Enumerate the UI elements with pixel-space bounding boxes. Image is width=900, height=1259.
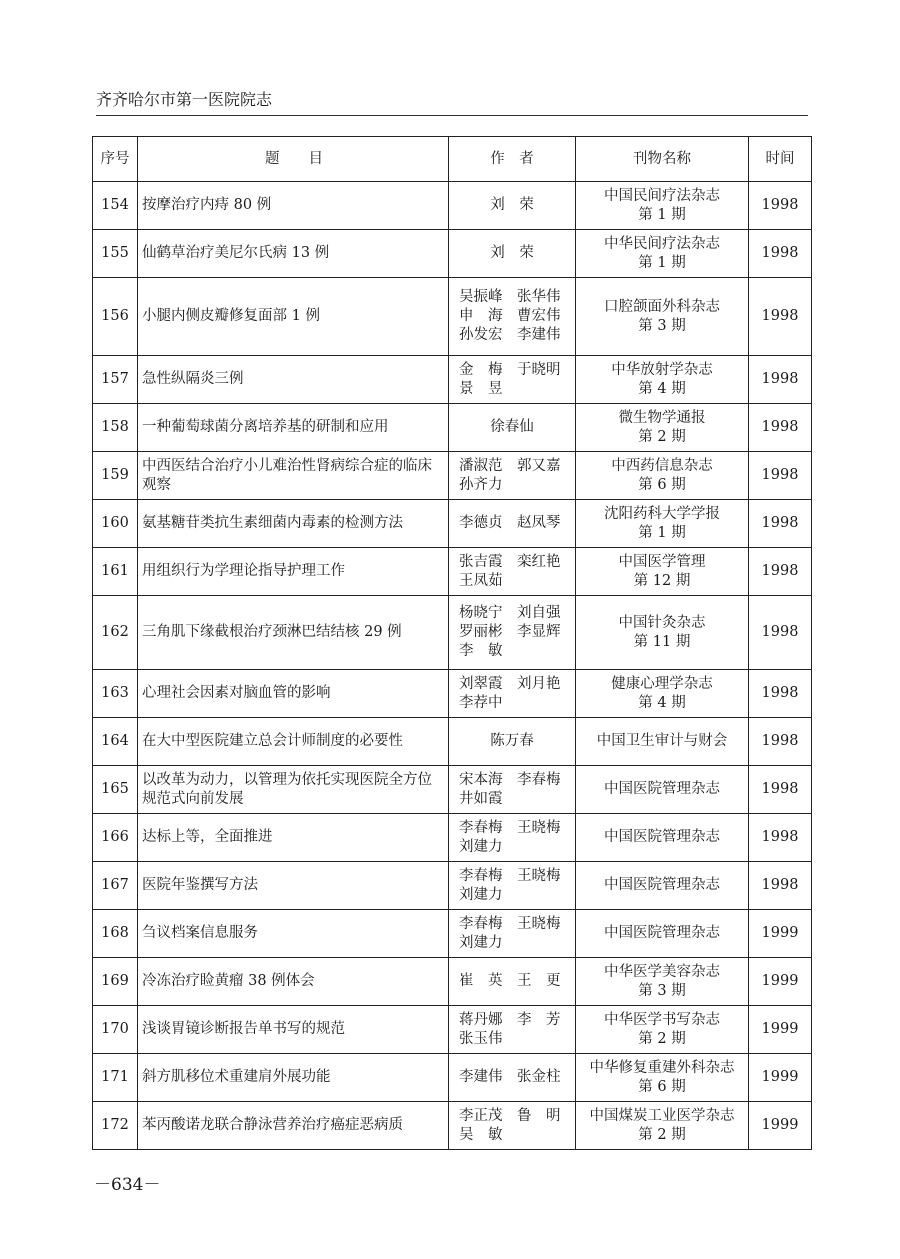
journal-title: 中国卫生审计与财会	[596, 733, 728, 749]
journal-title: 中国民间疗法杂志	[604, 187, 720, 204]
article-authors	[449, 230, 576, 278]
column-header-journal: 刊物名称	[576, 137, 749, 182]
journal-title: 中华修复重建外科杂志	[589, 1059, 735, 1076]
row-number: 155	[93, 230, 138, 278]
article-title: 三角肌下缘截根治疗颈淋巴结结核 29 例	[138, 596, 449, 670]
article-authors	[449, 404, 576, 452]
table-row	[93, 814, 812, 862]
journal-title: 中国煤炭工业医学杂志	[589, 1107, 735, 1124]
author-line: 刘建力	[459, 934, 503, 951]
author-line: 张玉伟	[459, 1030, 503, 1047]
row-number: 156	[93, 278, 138, 356]
column-header-author: 作 者	[449, 137, 576, 182]
author-line: 李建伟 张金柱	[459, 1069, 561, 1085]
table-row	[93, 278, 812, 356]
author-line: 崔 英 王 更	[459, 973, 561, 989]
page-number: －634－	[94, 1175, 161, 1195]
row-number: 154	[93, 182, 138, 230]
article-authors	[449, 1102, 576, 1150]
publication-year: 1998	[749, 230, 812, 278]
journal-title: 中华医学书写杂志	[604, 1011, 720, 1028]
article-title: 以改革为动力，以管理为依托实现医院全方位规范式向前发展	[138, 766, 449, 814]
journal-issue: 第 1 期	[638, 254, 686, 271]
journal-title: 中国医院管理杂志	[604, 829, 720, 845]
publication-year: 1999	[749, 958, 812, 1006]
journal-name	[576, 1102, 749, 1150]
table-row	[93, 452, 812, 500]
column-header-title: 题 目	[138, 137, 449, 182]
row-number: 168	[93, 910, 138, 958]
article-authors	[449, 596, 576, 670]
author-line: 吴 敏	[459, 1126, 503, 1143]
article-title: 仙鹤草治疗美尼尔氏病 13 例	[138, 230, 449, 278]
journal-issue: 第 4 期	[638, 380, 686, 397]
header-rule	[96, 115, 808, 116]
journal-issue: 第 3 期	[638, 317, 686, 334]
journal-title: 中国医学管理	[618, 553, 706, 570]
article-title: 冷冻治疗睑黄瘤 38 例体会	[138, 958, 449, 1006]
author-line: 李春梅 王晓梅	[459, 915, 561, 932]
publication-year: 1998	[749, 278, 812, 356]
row-number: 157	[93, 356, 138, 404]
row-number: 167	[93, 862, 138, 910]
article-title: 苯丙酸诺龙联合静泳营养治疗癌症恶病质	[138, 1102, 449, 1150]
journal-title: 微生物学通报	[618, 409, 706, 426]
journal-issue: 第 4 期	[638, 694, 686, 711]
publication-year: 1998	[749, 670, 812, 718]
journal-title: 中华民间疗法杂志	[604, 235, 720, 252]
row-number: 163	[93, 670, 138, 718]
table-row	[93, 596, 812, 670]
journal-name	[576, 1054, 749, 1102]
journal-issue: 第 6 期	[638, 1078, 686, 1095]
row-number: 165	[93, 766, 138, 814]
journal-title: 中西药信息杂志	[611, 457, 713, 474]
column-header-year: 时间	[749, 137, 812, 182]
publication-year: 1999	[749, 1054, 812, 1102]
article-title: 中西医结合治疗小儿难治性肾病综合症的临床观察	[138, 452, 449, 500]
table-row	[93, 766, 812, 814]
article-title: 达标上等，全面推进	[138, 814, 449, 862]
row-number: 158	[93, 404, 138, 452]
row-number: 162	[93, 596, 138, 670]
author-line: 李正茂 鲁 明	[459, 1107, 561, 1124]
journal-name	[576, 278, 749, 356]
article-authors	[449, 278, 576, 356]
author-line: 孙齐力	[459, 476, 503, 493]
author-line: 景 昱	[459, 380, 503, 397]
row-number: 171	[93, 1054, 138, 1102]
author-line: 潘淑范 郭又嘉	[459, 457, 561, 474]
table-row	[93, 862, 812, 910]
table-row	[93, 1102, 812, 1150]
publications-table	[92, 136, 812, 1150]
journal-title: 中华放射学杂志	[611, 361, 713, 378]
journal-issue: 第 3 期	[638, 982, 686, 999]
journal-name	[576, 404, 749, 452]
author-line: 罗丽彬 李显辉	[459, 624, 561, 640]
journal-title: 沈阳药科大学学报	[604, 505, 720, 522]
publication-year: 1998	[749, 182, 812, 230]
row-number: 166	[93, 814, 138, 862]
publication-year: 1998	[749, 596, 812, 670]
table-row	[93, 718, 812, 766]
table-row	[93, 958, 812, 1006]
article-title: 刍议档案信息服务	[138, 910, 449, 958]
article-authors	[449, 1054, 576, 1102]
article-authors	[449, 862, 576, 910]
journal-name	[576, 670, 749, 718]
author-line: 陈万春	[490, 733, 534, 749]
article-title: 心理社会因素对脑血管的影响	[138, 670, 449, 718]
journal-name	[576, 596, 749, 670]
row-number: 164	[93, 718, 138, 766]
column-header-number: 序号	[93, 137, 138, 182]
article-authors	[449, 1006, 576, 1054]
table-row	[93, 404, 812, 452]
author-line: 刘建力	[459, 886, 503, 903]
author-line: 申 海 曹宏伟	[459, 308, 561, 324]
row-number: 160	[93, 500, 138, 548]
journal-issue: 第 6 期	[638, 476, 686, 493]
journal-issue: 第 1 期	[638, 206, 686, 223]
publication-year: 1998	[749, 766, 812, 814]
journal-name	[576, 814, 749, 862]
publication-year: 1998	[749, 404, 812, 452]
article-title: 急性纵隔炎三例	[138, 356, 449, 404]
journal-issue: 第 2 期	[638, 1030, 686, 1047]
table-row	[93, 500, 812, 548]
author-line: 徐春仙	[490, 419, 534, 435]
journal-title: 口腔颌面外科杂志	[604, 298, 720, 315]
journal-title: 中国医院管理杂志	[604, 781, 720, 797]
author-line: 张吉霞 栾红艳	[459, 553, 561, 570]
author-line: 杨晓宁 刘自强	[459, 605, 561, 621]
author-line: 刘翠霞 刘月艳	[459, 675, 561, 692]
author-line: 李荐中	[459, 694, 503, 711]
row-number: 172	[93, 1102, 138, 1150]
journal-issue: 第 11 期	[633, 633, 691, 650]
journal-name	[576, 452, 749, 500]
article-authors	[449, 910, 576, 958]
author-line: 刘 荣	[490, 197, 534, 213]
journal-name	[576, 862, 749, 910]
table-header-row	[93, 137, 812, 182]
author-line: 金 梅 于晓明	[459, 361, 561, 378]
publication-year: 1999	[749, 910, 812, 958]
article-title: 小腿内侧皮瓣修复面部 1 例	[138, 278, 449, 356]
table-row	[93, 670, 812, 718]
table-row	[93, 1006, 812, 1054]
author-line: 孙发宏 李建伟	[459, 327, 561, 343]
journal-title: 中国针灸杂志	[618, 614, 706, 631]
journal-issue: 第 2 期	[638, 428, 686, 445]
article-title: 一种葡萄球菌分离培养基的研制和应用	[138, 404, 449, 452]
article-title: 浅谈胃镜诊断报告单书写的规范	[138, 1006, 449, 1054]
table-row	[93, 548, 812, 596]
article-authors	[449, 814, 576, 862]
journal-title: 中国医院管理杂志	[604, 925, 720, 941]
table-row	[93, 910, 812, 958]
publication-year: 1998	[749, 718, 812, 766]
article-authors	[449, 718, 576, 766]
publication-year: 1998	[749, 500, 812, 548]
journal-issue: 第 12 期	[633, 572, 691, 589]
journal-name	[576, 356, 749, 404]
article-authors	[449, 548, 576, 596]
author-line: 蒋丹娜 李 芳	[459, 1011, 561, 1028]
article-authors	[449, 356, 576, 404]
table-row	[93, 230, 812, 278]
row-number: 161	[93, 548, 138, 596]
book-title: 齐齐哈尔市第一医院院志	[96, 90, 273, 109]
author-line: 李春梅 王晓梅	[459, 819, 561, 836]
author-line: 刘建力	[459, 838, 503, 855]
row-number: 170	[93, 1006, 138, 1054]
publication-year: 1998	[749, 814, 812, 862]
author-line: 王凤茹	[459, 572, 503, 589]
article-authors	[449, 500, 576, 548]
article-title: 氨基糖苷类抗生素细菌内毒素的检测方法	[138, 500, 449, 548]
author-line: 井如霞	[459, 790, 503, 807]
article-title: 按摩治疗内痔 80 例	[138, 182, 449, 230]
table-row	[93, 356, 812, 404]
article-authors	[449, 182, 576, 230]
article-title: 医院年鉴撰写方法	[138, 862, 449, 910]
journal-name	[576, 910, 749, 958]
journal-name	[576, 958, 749, 1006]
publication-year: 1998	[749, 548, 812, 596]
journal-title: 健康心理学杂志	[611, 675, 713, 692]
journal-name	[576, 766, 749, 814]
journal-name	[576, 548, 749, 596]
journal-issue: 第 2 期	[638, 1126, 686, 1143]
table-row	[93, 1054, 812, 1102]
publication-year: 1999	[749, 1102, 812, 1150]
journal-name	[576, 182, 749, 230]
article-title: 在大中型医院建立总会计师制度的必要性	[138, 718, 449, 766]
author-line: 李德贞 赵凤琴	[459, 515, 561, 531]
row-number: 159	[93, 452, 138, 500]
journal-name	[576, 500, 749, 548]
journal-name	[576, 718, 749, 766]
publication-year: 1999	[749, 1006, 812, 1054]
row-number: 169	[93, 958, 138, 1006]
publication-year: 1998	[749, 356, 812, 404]
article-title: 用组织行为学理论指导护理工作	[138, 548, 449, 596]
article-authors	[449, 958, 576, 1006]
article-title: 斜方肌移位术重建肩外展功能	[138, 1054, 449, 1102]
table-row	[93, 182, 812, 230]
author-line: 宋本海 李春梅	[459, 771, 561, 788]
article-authors	[449, 766, 576, 814]
article-authors	[449, 452, 576, 500]
author-line: 李 敏	[459, 643, 503, 659]
publication-year: 1998	[749, 452, 812, 500]
author-line: 吴振峰 张华伟	[459, 289, 561, 305]
journal-title: 中华医学美容杂志	[604, 963, 720, 980]
journal-issue: 第 1 期	[638, 524, 686, 541]
author-line: 李春梅 王晓梅	[459, 867, 561, 884]
journal-title: 中国医院管理杂志	[604, 877, 720, 893]
article-authors	[449, 670, 576, 718]
author-line: 刘 荣	[490, 245, 534, 261]
journal-name	[576, 1006, 749, 1054]
publication-year: 1998	[749, 862, 812, 910]
journal-name	[576, 230, 749, 278]
